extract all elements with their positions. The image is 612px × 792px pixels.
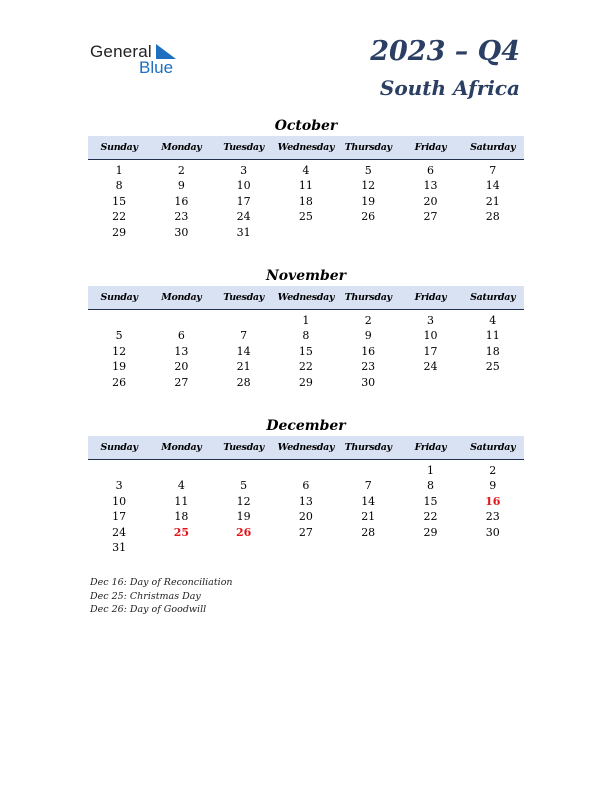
week-row — [88, 225, 524, 240]
empty-day-cell — [150, 463, 212, 478]
empty-day-cell — [213, 540, 275, 555]
weekday-monday: Monday — [161, 442, 202, 453]
day-cell: 21 — [485, 194, 500, 208]
day-cell: 27 — [423, 210, 438, 224]
day-cell: 4 — [177, 479, 185, 493]
weekday-wednesday: Wednesday — [277, 292, 335, 303]
empty-day-cell — [337, 540, 399, 555]
day-cell: 25 — [485, 360, 500, 374]
holiday-day-cell: 26 — [236, 525, 252, 539]
weekday-sunday: Sunday — [100, 442, 138, 453]
logo-text-general: General — [90, 42, 152, 61]
day-cell: 9 — [364, 329, 372, 343]
weekday-friday: Friday — [414, 142, 447, 153]
empty-day-cell — [213, 463, 275, 478]
day-cell: 6 — [426, 164, 434, 177]
day-cell: 29 — [112, 225, 127, 239]
month-title: October — [274, 118, 338, 134]
weekday-sunday: Sunday — [100, 142, 138, 153]
empty-day-cell — [337, 463, 399, 478]
day-cell: 15 — [112, 194, 127, 208]
holiday-note: Dec 16: Day of Reconciliation — [90, 577, 233, 588]
day-cell: 20 — [423, 194, 438, 208]
country-subtitle: South Africa — [379, 76, 520, 100]
day-cell: 12 — [112, 344, 127, 358]
month-title: December — [266, 418, 346, 434]
empty-day-cell — [275, 225, 337, 240]
week-row — [88, 525, 524, 540]
day-cell: 7 — [240, 329, 248, 343]
day-cell: 3 — [426, 314, 434, 327]
day-cell: 21 — [236, 360, 251, 374]
weekday-friday: Friday — [414, 442, 447, 453]
day-cell: 1 — [302, 314, 310, 327]
week-row — [88, 478, 524, 493]
day-cell: 10 — [112, 494, 127, 508]
day-cell: 23 — [174, 210, 189, 224]
day-cell: 22 — [112, 210, 127, 224]
day-cell: 5 — [240, 479, 248, 493]
day-cell: 29 — [298, 375, 313, 389]
empty-day-cell — [462, 375, 524, 390]
empty-day-cell — [462, 540, 524, 555]
day-cell: 22 — [298, 360, 313, 374]
day-cell: 15 — [423, 494, 438, 508]
holiday-note: Dec 25: Christmas Day — [90, 590, 201, 602]
day-cell: 30 — [485, 525, 500, 539]
week-row — [88, 359, 524, 374]
day-cell: 17 — [423, 344, 438, 358]
day-cell: 31 — [236, 225, 251, 239]
weekday-tuesday: Tuesday — [223, 292, 265, 303]
day-cell: 8 — [115, 179, 123, 193]
day-cell: 14 — [361, 494, 376, 508]
empty-day-cell — [88, 463, 150, 478]
day-cell: 2 — [177, 164, 185, 177]
month-december — [88, 416, 524, 555]
empty-day-cell — [213, 313, 275, 328]
weekday-monday: Monday — [161, 292, 202, 303]
weekday-saturday: Saturday — [470, 142, 516, 153]
day-cell: 26 — [112, 375, 127, 389]
day-cell: 15 — [298, 344, 313, 358]
logo-text-blue: Blue — [139, 58, 174, 77]
empty-day-cell — [337, 225, 399, 240]
day-cell: 4 — [489, 314, 497, 327]
holiday-notes — [90, 576, 233, 617]
weekday-tuesday: Tuesday — [223, 142, 265, 153]
day-cell: 4 — [302, 164, 310, 177]
day-cell: 23 — [485, 510, 500, 524]
weekday-sunday: Sunday — [100, 292, 138, 303]
day-cell: 28 — [361, 525, 376, 539]
day-cell: 16 — [174, 194, 189, 208]
day-cell: 30 — [174, 225, 189, 239]
day-cell: 25 — [298, 210, 313, 224]
day-cell: 18 — [174, 510, 189, 524]
day-cell: 14 — [485, 179, 500, 193]
weekday-header-row — [88, 286, 524, 310]
day-cell: 28 — [236, 375, 251, 389]
day-cell: 13 — [174, 344, 189, 358]
empty-day-cell — [462, 225, 524, 240]
day-cell: 21 — [361, 510, 376, 524]
day-cell: 7 — [489, 164, 497, 177]
weekday-monday: Monday — [161, 142, 202, 153]
logo-triangle-icon — [156, 44, 176, 59]
empty-day-cell — [88, 313, 150, 328]
week-row — [88, 344, 524, 359]
empty-day-cell — [150, 540, 212, 555]
day-cell: 8 — [426, 479, 434, 493]
week-row — [88, 494, 524, 509]
day-cell: 27 — [298, 525, 313, 539]
day-cell: 11 — [485, 329, 500, 343]
day-cell: 12 — [361, 179, 376, 193]
day-cell: 3 — [115, 479, 123, 493]
page-title: 2023 – Q4 — [370, 36, 520, 67]
empty-day-cell — [399, 540, 461, 555]
day-cell: 29 — [423, 525, 438, 539]
day-cell: 16 — [361, 344, 376, 358]
holiday-day-cell: 16 — [485, 494, 501, 508]
day-cell: 22 — [423, 510, 438, 524]
day-cell: 28 — [485, 210, 500, 224]
day-cell: 24 — [423, 360, 438, 374]
month-title: November — [265, 268, 347, 284]
day-cell: 19 — [236, 510, 251, 524]
day-cell: 10 — [423, 329, 438, 343]
day-cell: 10 — [236, 179, 251, 193]
week-row — [88, 178, 524, 193]
day-cell: 11 — [174, 494, 189, 508]
day-cell: 30 — [361, 375, 376, 389]
day-cell: 1 — [115, 164, 123, 177]
day-cell: 1 — [426, 464, 434, 477]
day-cell: 7 — [364, 479, 372, 493]
holiday-day-cell: 25 — [173, 525, 190, 539]
day-cell: 20 — [174, 360, 189, 374]
day-cell: 17 — [236, 194, 251, 208]
day-cell: 12 — [236, 494, 251, 508]
day-cell: 23 — [361, 360, 376, 374]
day-cell: 27 — [174, 375, 189, 389]
day-cell: 5 — [364, 164, 372, 177]
weekday-tuesday: Tuesday — [223, 442, 265, 453]
weekday-header-row — [88, 436, 524, 460]
week-row — [88, 328, 524, 343]
weekday-thursday: Thursday — [344, 442, 392, 453]
day-cell: 19 — [112, 360, 127, 374]
week-row — [88, 313, 524, 328]
week-row — [88, 375, 524, 390]
weekday-wednesday: Wednesday — [277, 142, 335, 153]
day-cell: 2 — [489, 464, 497, 477]
day-cell: 31 — [112, 540, 127, 554]
holiday-note: Dec 26: Day of Goodwill — [90, 604, 207, 615]
week-row — [88, 163, 524, 178]
weekday-saturday: Saturday — [470, 292, 516, 303]
day-cell: 13 — [298, 494, 313, 508]
day-cell: 11 — [298, 179, 313, 193]
day-cell: 5 — [115, 329, 123, 343]
weekday-thursday: Thursday — [344, 292, 392, 303]
day-cell: 20 — [298, 510, 313, 524]
week-row — [88, 463, 524, 478]
empty-day-cell — [399, 375, 461, 390]
month-november — [88, 266, 524, 390]
weekday-thursday: Thursday — [344, 142, 392, 153]
day-cell: 17 — [112, 510, 127, 524]
day-cell: 9 — [177, 179, 185, 193]
week-row — [88, 194, 524, 209]
day-cell: 19 — [361, 194, 376, 208]
empty-day-cell — [275, 540, 337, 555]
week-row — [88, 209, 524, 224]
generalblue-logo — [90, 42, 190, 76]
empty-day-cell — [150, 313, 212, 328]
weekday-wednesday: Wednesday — [277, 442, 335, 453]
day-cell: 24 — [236, 210, 251, 224]
day-cell: 8 — [302, 329, 310, 343]
day-cell: 14 — [236, 344, 251, 358]
day-cell: 6 — [302, 479, 310, 493]
day-cell: 3 — [240, 164, 248, 177]
day-cell: 13 — [423, 179, 438, 193]
day-cell: 2 — [364, 314, 372, 327]
day-cell: 24 — [112, 525, 127, 539]
day-cell: 18 — [298, 194, 313, 208]
day-cell: 26 — [361, 210, 376, 224]
empty-day-cell — [399, 225, 461, 240]
empty-day-cell — [275, 463, 337, 478]
day-cell: 9 — [489, 479, 497, 493]
month-october — [88, 116, 524, 240]
weekday-friday: Friday — [414, 292, 447, 303]
day-cell: 6 — [177, 329, 185, 343]
weekday-header-row — [88, 136, 524, 160]
week-row — [88, 540, 524, 555]
day-cell: 18 — [485, 344, 500, 358]
week-row — [88, 509, 524, 524]
weekday-saturday: Saturday — [470, 442, 516, 453]
